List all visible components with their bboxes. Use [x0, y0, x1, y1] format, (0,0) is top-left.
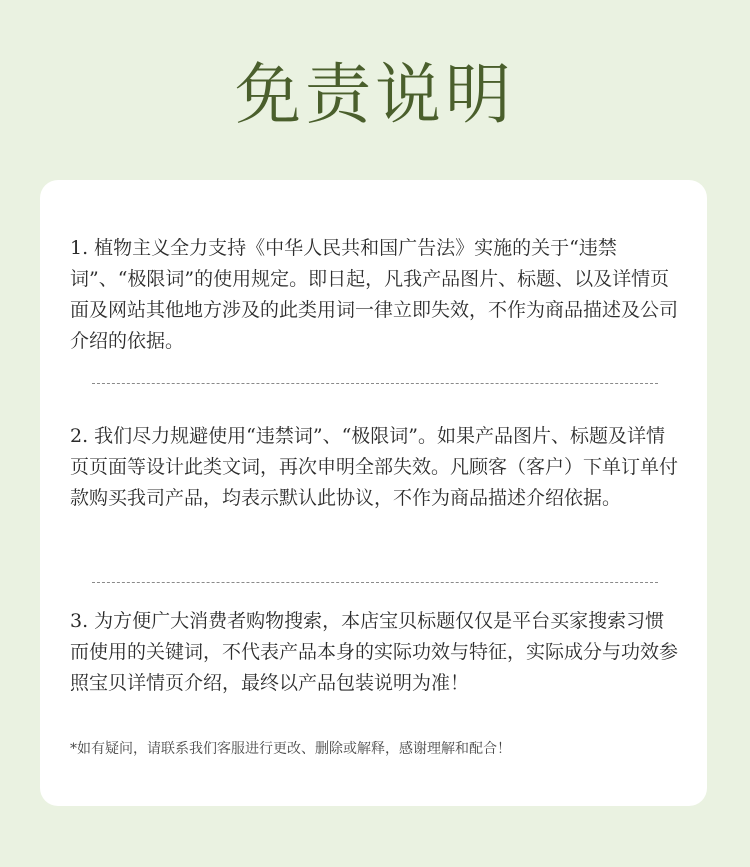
disclaimer-paragraph-3: 3. 为方便广大消费者购物搜索，本店宝贝标题仅仅是平台买家搜索习惯而使用的关键词，不代表产品本身的实际功效与特征，实际成分与功效参照宝贝详情页介绍，最终以产品包装说明为准！: [70, 610, 679, 694]
dashed-divider: [92, 383, 658, 384]
footnote: *如有疑问，请联系我们客服进行更改、删除或解释，感谢理解和配合！: [70, 741, 511, 757]
disclaimer-card: [40, 180, 707, 806]
disclaimer-paragraph-2: 2. 我们尽力规避使用“违禁词”、“极限词”。如果产品图片、标题及详情页页面等设计此类文词，再次申明全部失效。凡顾客（客户）下单订单付款购买我司产品，均表示默认此协议，不作为商品描述介绍依据。: [70, 425, 679, 509]
disclaimer-paragraph-1: 1. 植物主义全力支持《中华人民共和国广告法》实施的关于“违禁词”、“极限词”的使用规定。即日起，凡我产品图片、标题、以及详情页面及网站其他地方涉及的此类用词一律立即失效，不作为商品描述及公司介绍的依据。: [70, 237, 679, 352]
dashed-divider: [92, 582, 658, 583]
page-title: 免责说明: [235, 56, 515, 133]
